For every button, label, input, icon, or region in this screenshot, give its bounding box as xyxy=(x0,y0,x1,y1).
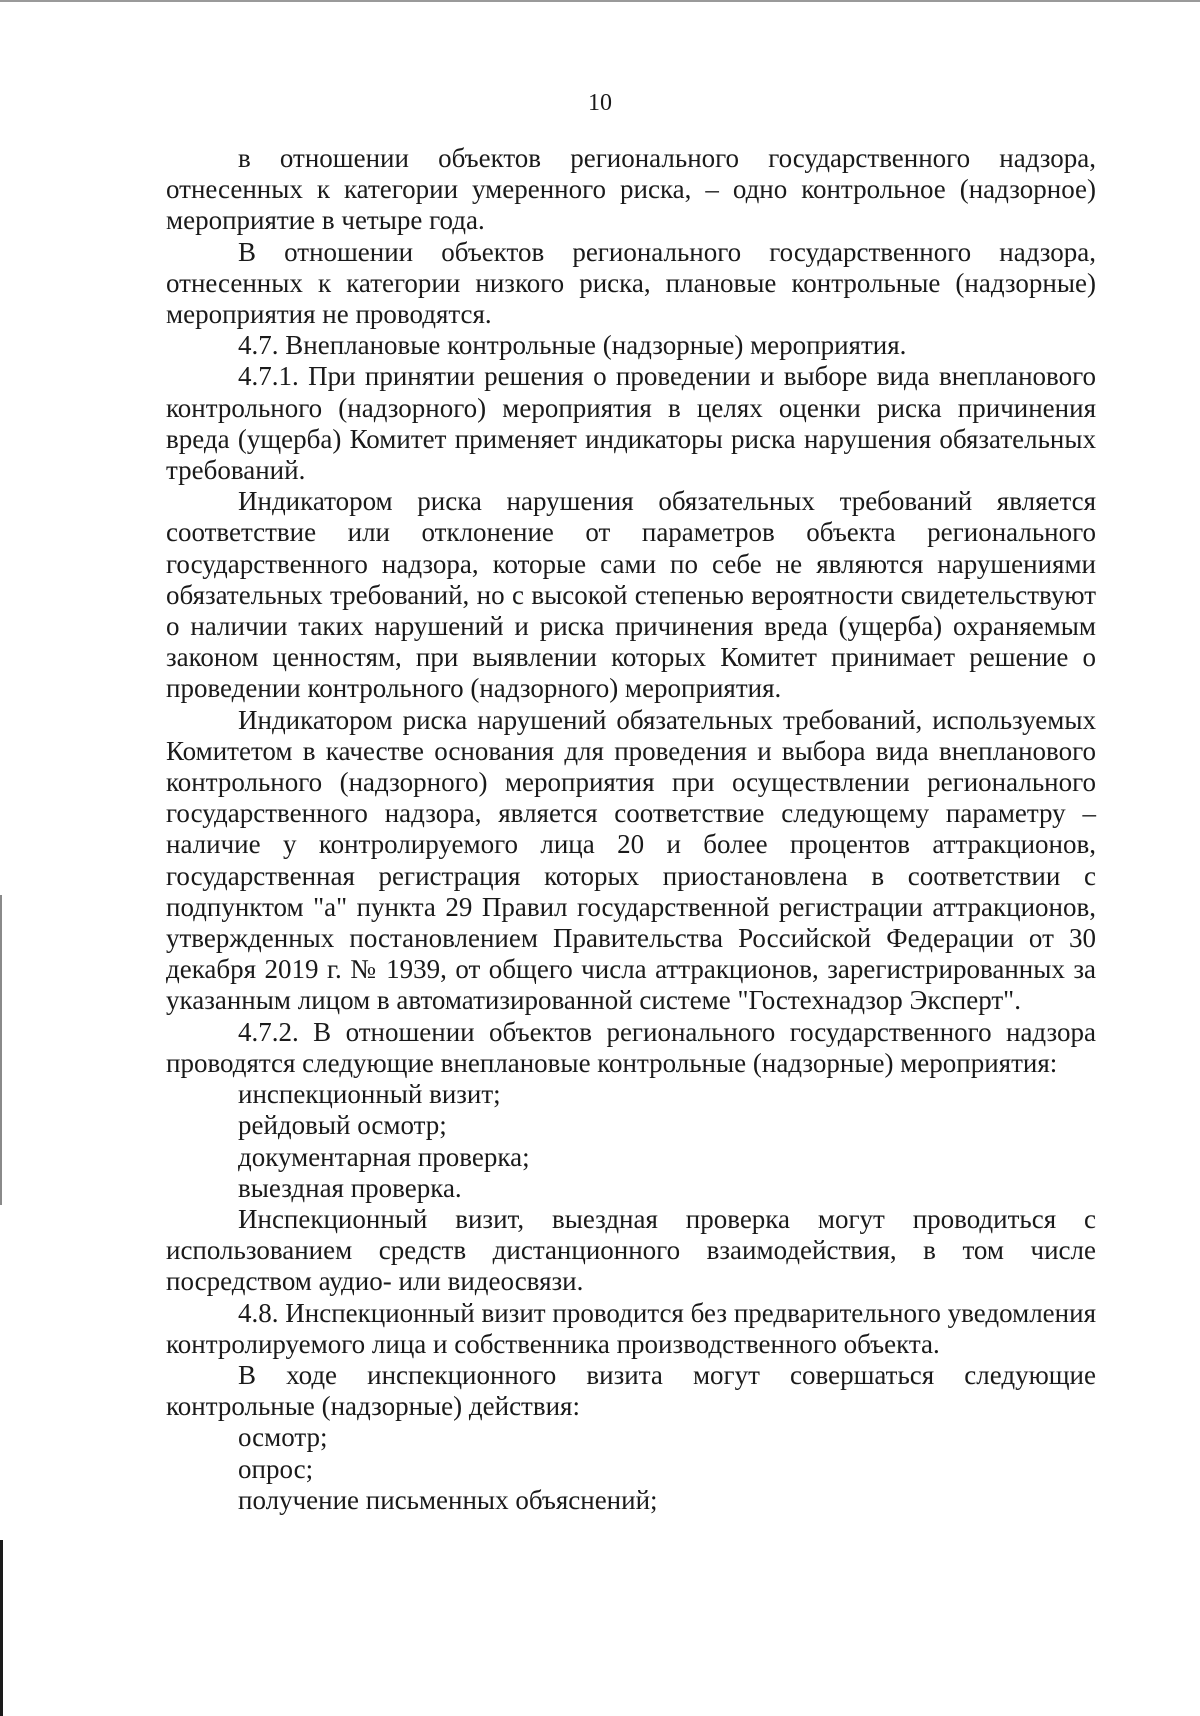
paragraph-risk-indicator-definition: Индикатором риска нарушения обязательных требований является соответствие или отклонение от параметров объекта регионального государственного надзора, которые сами по себе не являются нарушениями обязательных требований, но с высокой степенью вероятности свидетельствуют о наличии таких нарушений и риска причинения вреда (ущерба) охраняемым законом ценностям, при выявлении которых Комитет принимает решение о проведении контрольного (надзорного) мероприятия. xyxy=(166,486,1096,704)
scan-edge-line xyxy=(0,0,1200,2)
scan-edge-mark xyxy=(0,895,2,1205)
paragraph-4-7-2: 4.7.2. В отношении объектов регионального государственного надзора проводятся следующие внеплановые контрольные (надзорные) мероприятия: xyxy=(166,1016,1096,1078)
page-number: 10 xyxy=(588,90,612,116)
section-heading-4-7: 4.7. Внеплановые контрольные (надзорные) мероприятия. xyxy=(238,330,907,361)
list-item-measure: инспекционный визит; xyxy=(238,1079,501,1110)
scan-edge-mark xyxy=(0,1540,3,1716)
list-item-action: опрос; xyxy=(238,1453,314,1484)
paragraph-4-8: 4.8. Инспекционный визит проводится без предварительного уведомления контролируемого лица и собственника производственного объекта. xyxy=(166,1297,1096,1359)
list-item-action: получение письменных объяснений; xyxy=(238,1484,658,1515)
list-item-measure: выездная проверка. xyxy=(238,1172,462,1203)
paragraph-low-risk: В отношении объектов регионального государственного надзора, отнесенных к категории низкого риска, плановые контрольные (надзорные) мероприятия не проводятся. xyxy=(166,236,1096,330)
paragraph-inspection-actions: В ходе инспекционного визита могут совершаться следующие контрольные (надзорные) действия: xyxy=(166,1359,1096,1422)
paragraph-remote-interaction: Инспекционный визит, выездная проверка могут проводиться с использованием средств дистанционного взаимодействия, в том числе посредством аудио- или видеосвязи. xyxy=(166,1203,1096,1297)
paragraph-moderate-risk: в отношении объектов регионального государственного надзора, отнесенных к категории умеренного риска, – одно контрольное (надзорное) мероприятие в четыре года. xyxy=(166,143,1096,236)
paragraph-risk-indicator-parameter: Индикатором риска нарушений обязательных требований, используемых Комитетом в качестве основания для проведения и выбора вида внепланового контрольного (надзорного) мероприятия при осуществлении регионального государственного надзора, является соответствие следующему параметру – наличие у контролируемого лица 20 и более процентов аттракционов, государственная регистрация которых приостановлена в соответствии с подпунктом "а" пункта 29 Правил государственной регистрации аттракционов, утвержденных постановлением Правительства Российской Федерации от 30 декабря 2019 г. № 1939, от общего числа аттракционов, зарегистрированных за указанным лицом в автоматизированной системе "Гостехнадзор Эксперт". xyxy=(166,704,1096,1016)
list-item-measure: документарная проверка; xyxy=(238,1141,530,1172)
list-item-action: осмотр; xyxy=(238,1422,328,1453)
list-item-measure: рейдовый осмотр; xyxy=(238,1110,447,1141)
document-body xyxy=(166,143,1096,1516)
paragraph-4-7-1: 4.7.1. При принятии решения о проведении и выборе вида внепланового контрольного (надзорного) мероприятия в целях оценки риска причинения вреда (ущерба) Комитет применяет индикаторы риска нарушения обязательных требований. xyxy=(166,361,1096,486)
